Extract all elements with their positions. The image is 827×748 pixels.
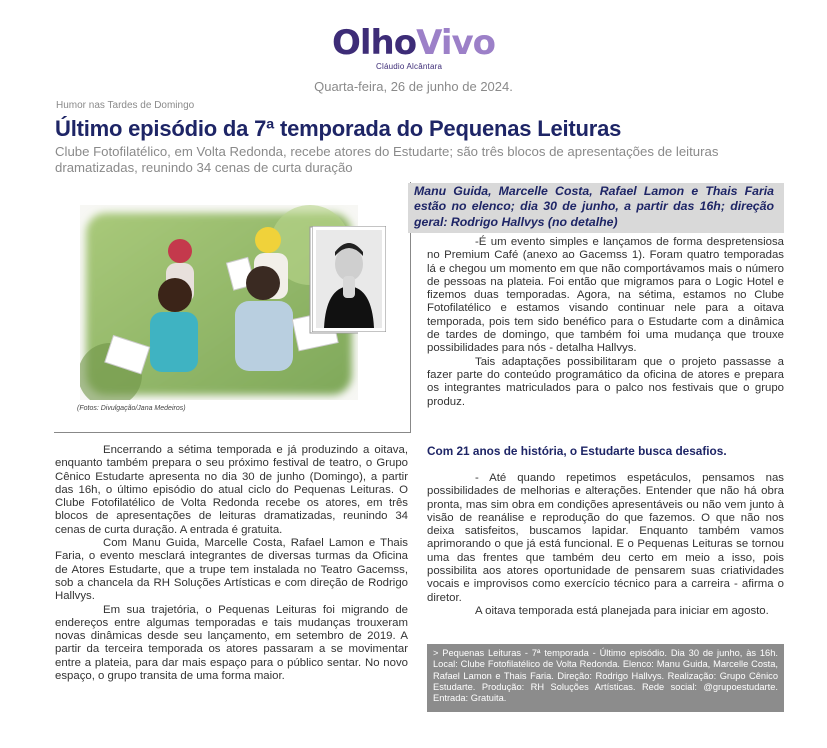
logo-part-olho: Olho — [331, 23, 417, 63]
left-column — [55, 444, 408, 683]
right-column-2 — [427, 472, 784, 618]
logo-part-vivo: Vivo — [416, 23, 496, 63]
photo-caption: Manu Guida, Marcelle Costa, Rafael Lamon e Thais Faria estão no elenco; dia 30 de junho, a partir das 16h; direção geral: Rodrigo Hallvys (no detalhe) — [414, 184, 774, 229]
paragraph: Encerrando a sétima temporada e já produzindo a oitava, enquanto também prepara o seu próximo festival de teatro, o Grupo Cênico Estudarte apresenta no dia 30 de junho (Domingo), a partir das 16h, o último episódio do atual ciclo do Pequenas Leituras. O Clube Fotofilatélico de Volta Redonda recebe os atores, em três blocos de apresentações de leituras dramatizadas, reunindo 34 cenas de curta duração. A entrada é gratuita. — [55, 444, 408, 536]
info-box-text: > Pequenas Leituras - 7ª temporada - Último episódio. Dia 30 de junho, às 16h. Local: Clube Fotofilatélico de Volta Redonda. Elenco: Manu Guida, Marcelle Costa, Rafael Lamon e Thais Faria. Direção: Rodrigo Hallvys. Realização: Grupo Cênico Estudarte. Produção: RH Soluções Artísticas. Rede social: @grupoestudarte. Entrada: Gratuita. — [433, 648, 778, 704]
publication-date: Quarta-feira, 26 de junho de 2024. — [314, 79, 513, 94]
paragraph: A oitava temporada está planejada para iniciar em agosto. — [475, 604, 769, 617]
masthead — [0, 24, 827, 62]
kicker: Humor nas Tardes de Domingo — [56, 100, 195, 111]
paragraph: Tais adaptações possibilitaram que o projeto passasse a fazer parte do conteúdo programático da oficina de atores e prepara os integrantes matriculados para o palco nos festivais que o grupo produz. — [427, 355, 784, 408]
paragraph: Em sua trajetória, o Pequenas Leituras foi migrando de endereços entre algumas temporadas e tais mudanças trouxeram novas dinâmicas desde seu lançamento, em setembro de 2019. A partir da terceira temporada os atores passaram a se movimentar entre a plateia, para dar mais espaço para o público sentar. No novo espaço, o grupo transita de uma forma maior. — [55, 603, 408, 683]
author-name: Cláudio Alcântara — [376, 62, 443, 71]
right-column — [427, 236, 784, 409]
section-heading: Com 21 anos de história, o Estudarte busca desafios. — [427, 444, 727, 458]
paragraph: - Até quando repetimos espetáculos, pensamos nas possibilidades de melhorias e alterações. Entender que não há obra pronta, mas sim obra em condições apresentáveis ou não vem junto à visão de reanálise e reprodução do que fazemos. O que não nos deixa satisfeitos, buscamos lapidar. Enquanto também vamos aprimorando o que já está funcional. E o Pequenas Leituras se tornou uma das frentes que também deu certo em meio a isso, pois possibilita aos atores oportunidade de pensarem suas criatividades vocais e improvisos como exercício técnico para a carreira - afirma o diretor. — [427, 472, 784, 604]
paragraph: Com Manu Guida, Marcelle Costa, Rafael Lamon e Thais Faria, o evento mesclará integrantes de diversas turmas da Oficina de Atores Estudarte, que a trupe tem instalada no Teatro Gacemss, sob a chancela da RH Soluções Artísticas e com direção de Rodrigo Hallvys. — [55, 537, 408, 603]
director-portrait — [312, 226, 386, 332]
headline: Último episódio da 7ª temporada do Pequenas Leituras — [55, 116, 622, 141]
photo-credit: (Fotos: Divulgação/Jana Medeiros) — [77, 405, 186, 412]
logo — [0, 24, 827, 62]
subhead: Clube Fotofilatélico, em Volta Redonda, recebe atores do Estudarte; são três blocos de apresentações de leituras dramatizadas, reunindo 34 cenas de curta duração — [55, 144, 719, 175]
paragraph: -É um evento simples e lançamos de forma despretensiosa no Premium Café (anexo ao Gacemss 1). Foram quatro temporadas lá e chegou um momento em que não comportávamos mais o número de pessoas na plateia. Foi então que migramos para o Logic Hotel e fizemos duas temporadas. Agora, na sétima, estamos no Clube Fotofilatélico e estamos visando continuar nele para a oitava temporada, pois tem sido benéfico para o Estudarte com a dinâmica de tardes de domingo, que também foi uma mudança que trouxe possibilidades para nós - detalha Hallvys. — [427, 236, 784, 355]
